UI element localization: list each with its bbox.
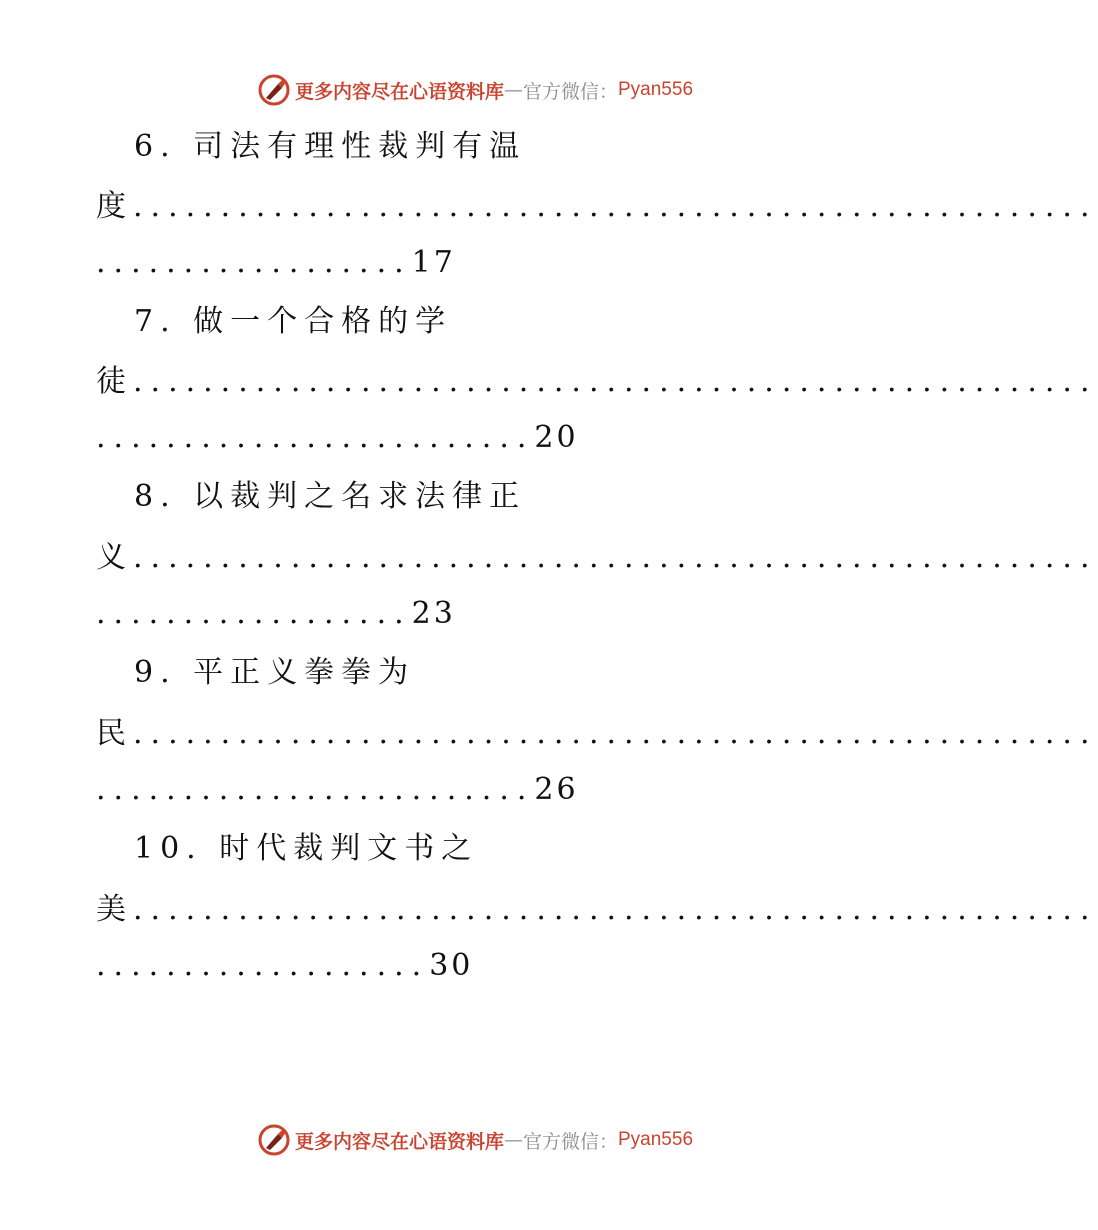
toc-dot-leader: ....................................................... (133, 716, 1098, 751)
toc-entry-page-line (96, 946, 473, 986)
watermark-wechat-id: Pyan556 (618, 1129, 694, 1150)
toc-entry-leader (96, 890, 1098, 930)
toc-entry-title: 10. 时代裁判文书之 (134, 831, 479, 866)
watermark-brand-text: 更多内容尽在心语资料库 (294, 80, 504, 103)
watermark-dash: — (503, 79, 523, 101)
toc-entry-page-line (96, 770, 579, 810)
toc-entry-last-char: 民 (96, 716, 133, 751)
toc-dot-leader: .................. (96, 596, 412, 631)
toc-entry-leader (96, 538, 1098, 578)
toc-dot-leader: ....................................................... (133, 892, 1098, 927)
toc-entry-leader (96, 187, 1098, 227)
pen-nib-logo-icon (257, 1123, 291, 1157)
watermark-brand-text: 更多内容尽在心语资料库 (294, 1130, 504, 1153)
toc-entry-title: 9. 平正义拳拳为 (134, 655, 416, 690)
toc-dot-leader: .................. (96, 245, 412, 280)
toc-entry-title: 7. 做一个合格的学 (134, 304, 453, 339)
toc-page-number: 23 (411, 596, 456, 631)
toc-dot-leader: ....................................................... (133, 540, 1098, 575)
toc-dot-leader: ......................... (96, 420, 535, 455)
toc-entry-last-char: 度 (96, 189, 133, 224)
watermark-wechat-label: 官方微信： (522, 80, 618, 103)
toc-page-number: 20 (534, 420, 579, 455)
toc-dot-leader: ................... (96, 948, 430, 983)
toc-dot-leader: ....................................................... (133, 189, 1098, 224)
toc-page-number: 17 (411, 245, 456, 280)
toc-entry-leader (96, 714, 1098, 754)
toc-entry-last-char: 义 (96, 540, 133, 575)
toc-entry-page-line (96, 243, 456, 283)
toc-entry-last-char: 美 (96, 892, 133, 927)
toc-entry-last-char: 徒 (96, 364, 133, 399)
watermark-wechat-label: 官方微信： (522, 1130, 618, 1153)
toc-entry-leader (96, 362, 1098, 402)
toc-dot-leader: ......................... (96, 772, 535, 807)
toc-entry-page-line (96, 594, 456, 634)
watermark-dash: — (503, 1129, 523, 1151)
watermark-wechat-id: Pyan556 (618, 79, 694, 100)
toc-entry-page-line (96, 418, 579, 458)
toc-page-number: 26 (534, 772, 579, 807)
toc-entry-title: 8. 以裁判之名求法律正 (134, 479, 527, 514)
toc-entry-title: 6. 司法有理性裁判有温 (134, 129, 527, 164)
toc-dot-leader: ....................................................... (133, 364, 1098, 399)
footer-watermark (0, 1120, 950, 1160)
toc-page-number: 30 (429, 948, 474, 983)
